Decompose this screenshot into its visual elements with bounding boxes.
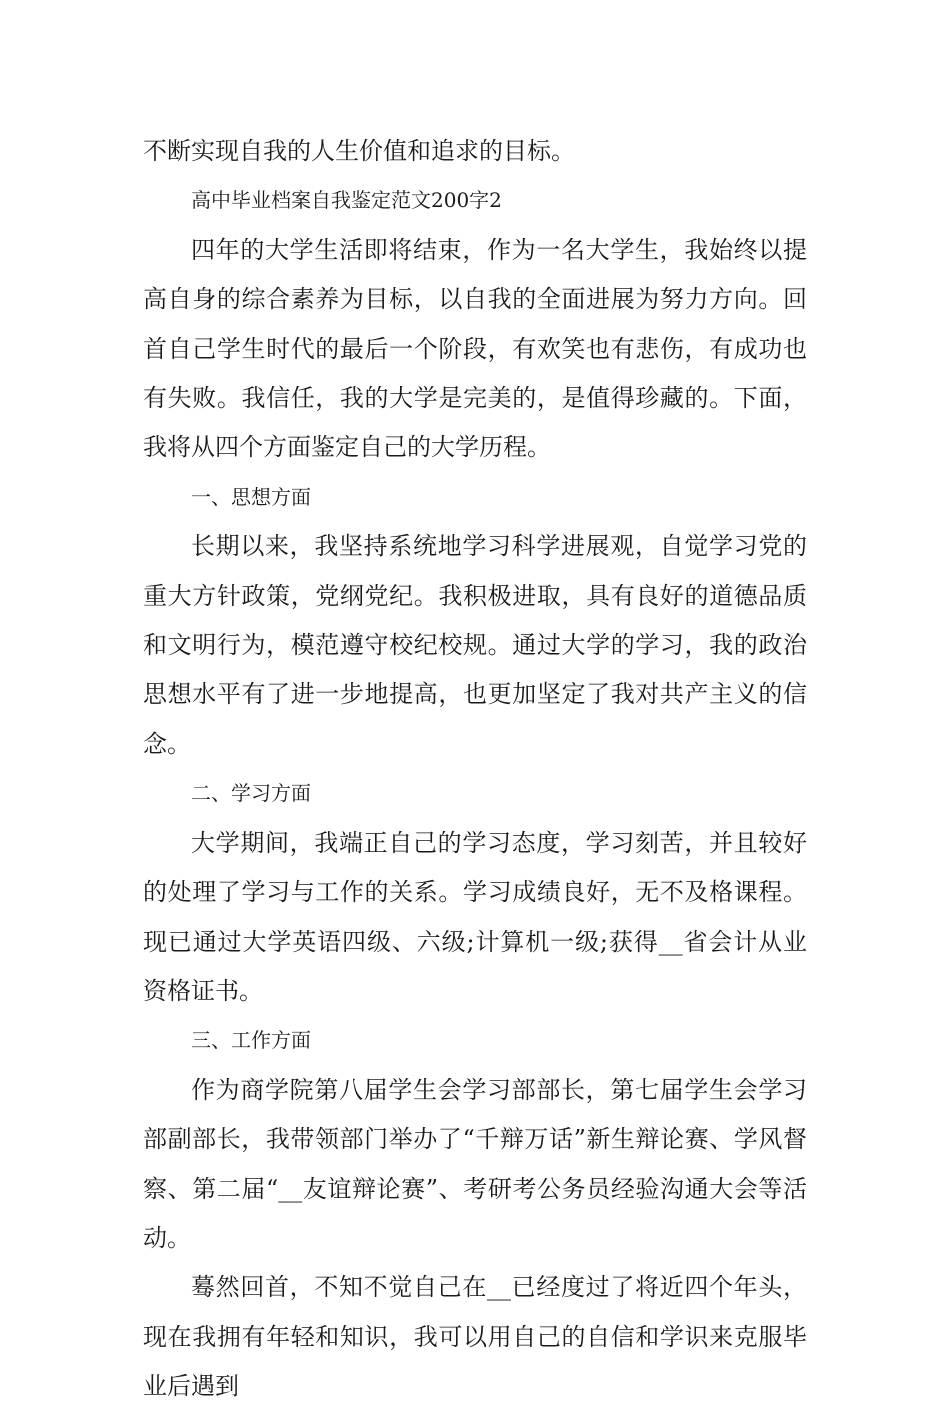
paragraph-thought: 长期以来，我坚持系统地学习科学进展观，自觉学习党的重大方针政策，党纲党纪。我积极进取，具有良好的道德品质和文明行为，模范遵守校纪校规。通过大学的学习，我的政治思想水平有了进一步地提高，也更加坚定了我对共产主义的信念。 (143, 532, 807, 758)
paragraph-study: 大学期间，我端正自己的学习态度，学习刻苦，并且较好的处理了学习与工作的关系。学习成绩良好，无不及格课程。现已通过大学英语四级、六级;计算机一级;获得__省会计从业资格证书。 (143, 828, 807, 1005)
section-title-2: 高中毕业档案自我鉴定范文200字2 (191, 188, 502, 213)
paragraph-conclusion: 蓦然回首，不知不觉自己在__已经度过了将近四个年头，现在我拥有年轻和知识，我可以用自己的自信和学识来克服毕业后遇到 (143, 1273, 807, 1401)
paragraph-intro: 四年的大学生活即将结束，作为一名大学生，我始终以提高自身的综合素养为目标，以自我的全面进展为努力方向。回首自己学生时代的最后一个阶段，有欢笑也有悲伤，有成功也有失败。我信任，我的大学是完美的，是值得珍藏的。下面，我将从四个方面鉴定自己的大学历程。 (143, 235, 807, 462)
paragraph-1: 不断实现自我的人生价值和追求的目标。 (143, 137, 575, 165)
document-body (143, 127, 807, 1412)
heading-study: 二、学习方面 (191, 781, 311, 806)
heading-thought: 一、思想方面 (191, 484, 311, 509)
heading-work: 三、工作方面 (191, 1028, 311, 1053)
paragraph-work: 作为商学院第八届学生会学习部部长，第七届学生会学习部副部长，我带领部门举办了“千辩万话”新生辩论赛、学风督察、第二届“__友谊辩论赛”、考研考公务员经验沟通大会等活动。 (143, 1075, 807, 1252)
